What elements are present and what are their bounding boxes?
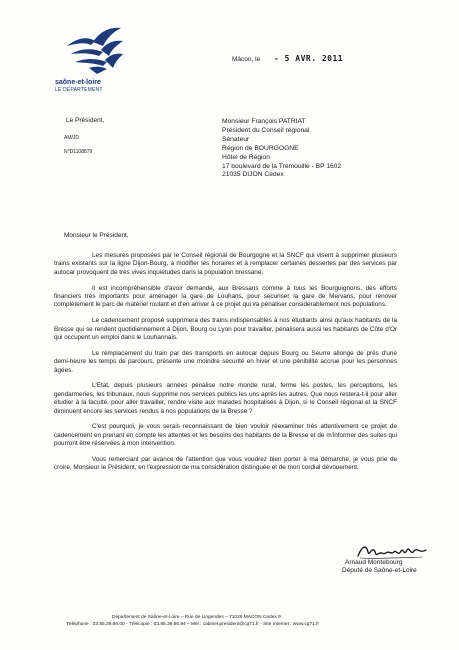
logo-name: saône-et-loire xyxy=(55,79,101,86)
sender-initials: AM/JD xyxy=(64,135,79,141)
recipient-line: 21035 DIJON Cedex xyxy=(222,171,284,179)
date-line xyxy=(232,54,343,63)
signatory-name: Arnaud Montebourg xyxy=(345,559,403,566)
date-place: Mâcon, le xyxy=(232,56,261,63)
letter-paragraph: Vous remerciant par avance de l'attention que vous voudrez bien porter à ma démarche, je vous prie de croire, Monsieur le Président, en l'expression de ma considération distinguée et de mon cordial dévouement. xyxy=(54,455,397,472)
recipient-line: Sénateur xyxy=(222,135,250,143)
department-logo xyxy=(55,24,135,94)
date-stamp: - 5 AVR. 2011 xyxy=(274,54,344,63)
recipient-line: Monsieur François PATRIAT xyxy=(222,118,306,125)
salutation: Monsieur le Président, xyxy=(64,232,129,239)
letter-paragraph: Le cadencement proposé supprimera des trains indispensables à nos étudiants ainsi qu'aux habitants de la Bresse qui se rendent quotidiennement à Dijon, Bourg ou Lyon pour travailler, pénalisera aussi les habitants de Côte d'Or qui occupent un emploi dans le Louhannais. xyxy=(54,317,397,341)
letter-paragraph: Le remplacement du train par des transports en autocar depuis Bourg ou Seurre allonge de près d'une demi-heure les temps de parcours, présente une moindre sécurité en hiver et une pénibilité accrue pour les personnes âgées. xyxy=(54,349,397,374)
sender-title: Le Président, xyxy=(66,117,105,124)
recipient-line: Hôtel de Région xyxy=(222,153,270,161)
recipient-line: Région de BOURGOGNE xyxy=(222,144,299,152)
signatory-title: Député de Saône-et-Loire xyxy=(342,567,417,574)
recipient-address xyxy=(222,118,341,180)
reference-number: N°D1108879 xyxy=(64,149,93,155)
recipient-line: Président du Conseil régional xyxy=(222,126,310,134)
logo-subtitle: LE DÉPARTEMENT xyxy=(55,87,103,93)
letter-body xyxy=(54,252,397,480)
letter-paragraph: L'Etat, depuis plusieurs années pénalise notre monde rural, ferme les postes, les perceptions, les gendarmeries, les tribunaux, nous supprime nos services publics les uns après les autres. Que nous restera-t-il pour aller étudier à la faculté, pour aller travailler, rendre visite aux malades hospitalisés à Dijon, si le Conseil régional et la SNCF diminuent encore les services rendus à nos populations de la Bresse ? xyxy=(54,382,397,415)
letter-paragraph: Il est incompréhensible d'avoir demandé, aux Bressans comme à tous les Bourguignons, des efforts financiers très importants pour aménager la gare de Louhans, pour sécuriser la gare de Mervans, pour rénover complètement le parc de matériel roulant et d'en arriver à ce projet qui va pénaliser considérablement nos populations. xyxy=(54,284,397,309)
footer-contact: Téléphone : 03.85.39.66.00 - Télécopie : 03.85.39.66.94 – Mél : cabinet.president@cg71.fr - Site Internet : www.cg71.fr xyxy=(66,622,320,627)
letter-paragraph: C'est pourquoi, je vous serais reconnaissant de bien vouloir réexaminer très attentivement ce projet de cadencement en prenant en compte les attentes et les besoins des habitants de la Bresse et de m'informer des suites qui pourront être réservées à mon intervention. xyxy=(54,423,397,448)
footer-address: Département de Saône-et-Loire – Rue de Lingendes – 71026 MACON Cedex 9 xyxy=(112,615,281,620)
recipient-line: 17 boulevard de la Trémouille - BP 1602 xyxy=(222,162,342,170)
letter-paragraph: Les mesures proposées par le Conseil régional de Bourgogne et la SNCF qui visent à supprimer plusieurs trains existants sur la ligne Dijon-Bourg, à modifier les horaires et à remplacer certaines dessertes par des services par autocar provoquent de très vives inquiétudes dans la population bressane. xyxy=(54,252,397,276)
saone-et-loire-logo-icon xyxy=(63,24,125,76)
